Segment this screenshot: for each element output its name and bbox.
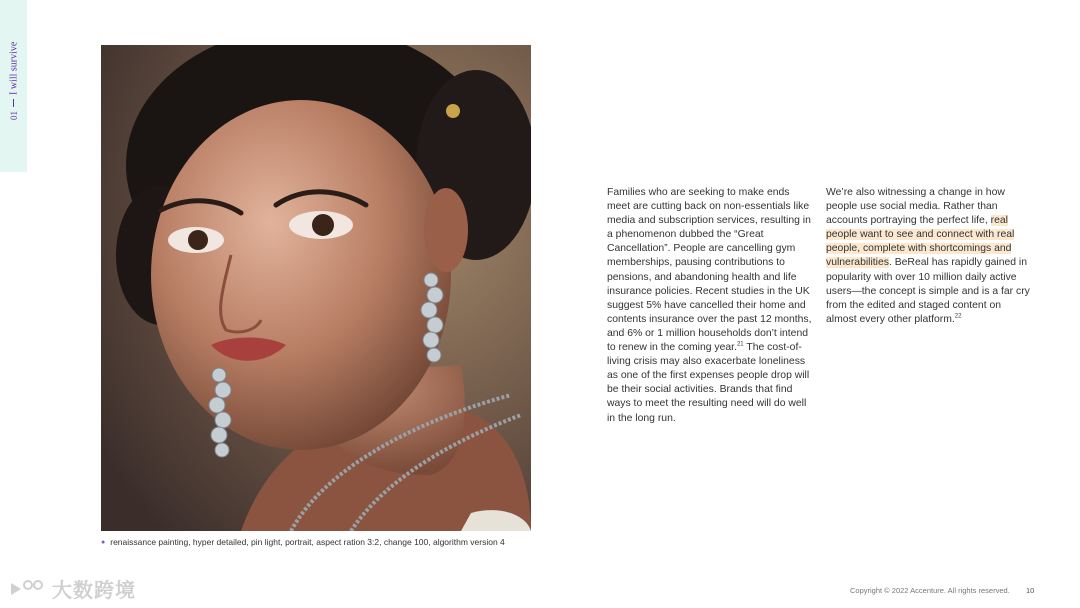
- watermark-logo-icon: [8, 578, 48, 600]
- col2-text-post: . BeReal has rapidly gained in popularity with over 10 million daily active users—the concept is simple and is a far cry from the edited and staged content on almost every other platform.: [826, 257, 1030, 325]
- page-number: 10: [1026, 586, 1035, 595]
- section-label: [5, 40, 23, 120]
- watermark-text: 大数跨境: [52, 580, 136, 602]
- section-divider: [14, 99, 15, 107]
- watermark: [8, 574, 136, 603]
- caption-text: renaissance painting, hyper detailed, pin light, portrait, aspect ration 3:2, change 100, algorithm version 4: [110, 537, 505, 547]
- col1-footnote: 21: [736, 341, 744, 348]
- body-column-right: [826, 186, 1030, 327]
- portrait-image: [101, 45, 531, 531]
- image-caption: [101, 537, 561, 547]
- caption-bullet-icon: ●: [101, 538, 106, 546]
- col2-text-pre: We’re also witnessing a change in how people use social media. Rather than accounts portraying the perfect life,: [826, 187, 1005, 227]
- body-column-left: [607, 186, 813, 426]
- col1-text-2: The cost-of-living crisis may also exacerbate loneliness as one of the first expenses people drop will be their social activities. Brands that find ways to meet the resulting need will do well in the long run.: [607, 342, 810, 424]
- col2-highlight: real people want to see and connect with real people, complete with shortcomings and vulnerabilities: [826, 215, 1015, 269]
- col1-text: Families who are seeking to make ends meet are cutting back on non-essentials like media and subscription services, resulting in a phenomenon dubbed the “Great Cancellation”. People are cancelling gym memberships, pausing contributions to pensions, and abandoning health and life insurance policies. Recent studies in the UK suggest 5% have cancelled their home and contents insurance over the past 12 months, and 6% or 1 million households don’t intend to renew in the coming year.: [607, 187, 812, 354]
- footer-copyright: Copyright © 2022 Accenture. All rights reserved.: [850, 586, 1010, 595]
- section-number: 01: [9, 111, 19, 120]
- section-title: I will survive: [8, 41, 20, 95]
- col2-footnote: 22: [954, 313, 962, 320]
